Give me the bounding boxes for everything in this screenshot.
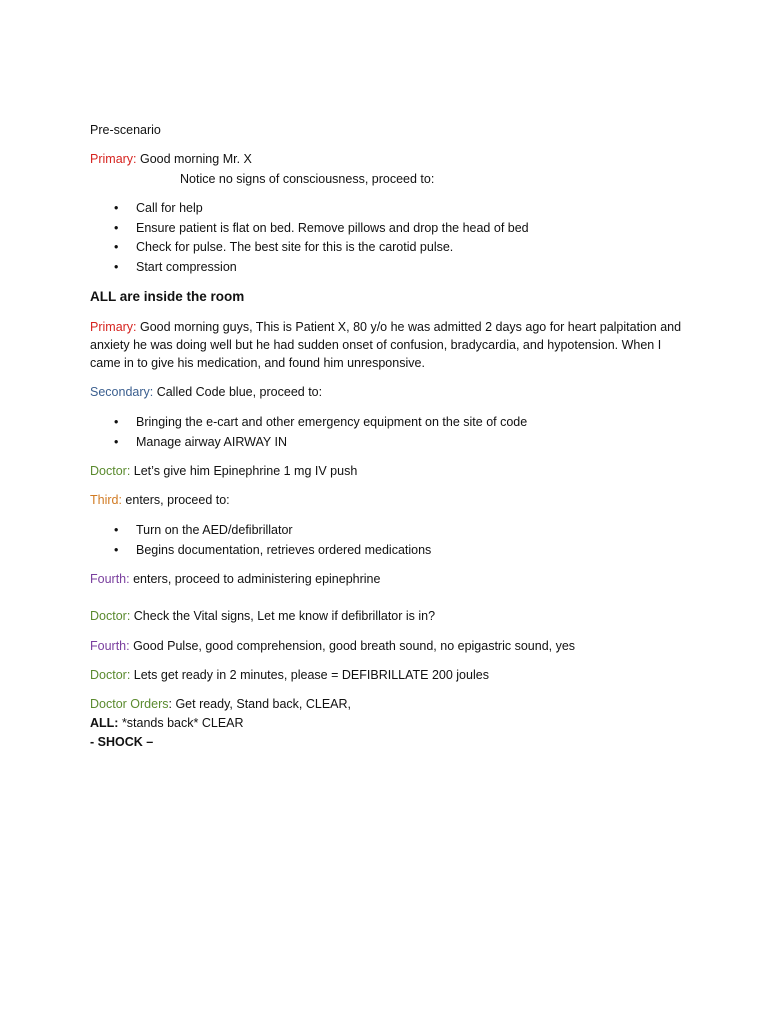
doctor-line-1 [90, 463, 357, 479]
list-item-text: Call for help [136, 201, 203, 215]
speaker-label-fourth: Fourth: [90, 639, 130, 653]
bullet-icon: • [114, 543, 119, 557]
list-item-text: Turn on the AED/defibrillator [136, 523, 293, 537]
doctor-orders-line [90, 696, 351, 712]
fourth-line-2 [90, 638, 575, 654]
speaker-label-primary: Primary: [90, 152, 137, 166]
doctor-line-3 [90, 667, 489, 683]
fourth-text-2: Good Pulse, good comprehension, good breath sound, no epigastric sound, yes [129, 639, 576, 653]
third-text: enters, proceed to: [121, 493, 230, 507]
speaker-label-all: ALL: [90, 716, 119, 730]
list-item-text: Begins documentation, retrieves ordered medications [136, 543, 432, 557]
pre-scenario-title: Pre-scenario [90, 123, 161, 137]
speaker-label-doctor: Doctor: [90, 668, 131, 682]
doctor-line-2 [90, 608, 435, 624]
bullet-icon: • [114, 221, 119, 235]
pre-primary-text: Good morning Mr. X [136, 152, 252, 166]
pre-primary-line [90, 151, 252, 167]
bullet-icon: • [114, 201, 119, 215]
doctor-text-1: Let’s give him Epinephrine 1 mg IV push [130, 464, 358, 478]
fourth-line-1 [90, 571, 380, 587]
all-text: *stands back* CLEAR [118, 716, 244, 730]
fourth-text-1: enters, proceed to administering epinephrine [129, 572, 381, 586]
shock-line: - SHOCK – [90, 735, 154, 749]
bullet-icon: • [114, 523, 119, 537]
speaker-label-doctor: Doctor: [90, 609, 131, 623]
doctor-text-3: Lets get ready in 2 minutes, please = DEFIBRILLATE 200 joules [130, 668, 489, 682]
all-line [90, 715, 244, 731]
bullet-icon: • [114, 435, 119, 449]
room-heading: ALL are inside the room [90, 289, 245, 304]
third-line [90, 492, 230, 508]
list-item-text: Bringing the e-cart and other emergency equipment on the site of code [136, 415, 528, 429]
list-item-text: Check for pulse. The best site for this is the carotid pulse. [136, 240, 454, 254]
room-primary-text: Good morning guys, This is Patient X, 80 y/o he was admitted 2 days ago for heart palpitation and anxiety he was doing well but he had sudden onset of confusion, bradycardia, and hypotension. When I came in to give his medication, and found him unresponsive. [90, 320, 682, 370]
speaker-label-doctor-orders: Doctor Orders [90, 697, 169, 711]
speaker-label-primary: Primary: [90, 320, 137, 334]
list-item-text: Start compression [136, 260, 237, 274]
bullet-icon: • [114, 260, 119, 274]
secondary-line [90, 384, 322, 400]
list-item-text: Ensure patient is flat on bed. Remove pillows and drop the head of bed [136, 221, 529, 235]
secondary-text: Called Code blue, proceed to: [153, 385, 323, 399]
room-primary-paragraph [90, 318, 690, 372]
speaker-label-doctor: Doctor: [90, 464, 131, 478]
speaker-label-fourth: Fourth: [90, 572, 130, 586]
doctor-orders-text: : Get ready, Stand back, CLEAR, [168, 697, 351, 711]
pre-notice: Notice no signs of consciousness, proceed to: [180, 172, 435, 186]
speaker-label-secondary: Secondary: [90, 385, 154, 399]
doctor-text-2: Check the Vital signs, Let me know if defibrillator is in? [130, 609, 436, 623]
bullet-icon: • [114, 415, 119, 429]
speaker-label-third: Third: [90, 493, 122, 507]
list-item-text: Manage airway AIRWAY IN [136, 435, 287, 449]
bullet-icon: • [114, 240, 119, 254]
